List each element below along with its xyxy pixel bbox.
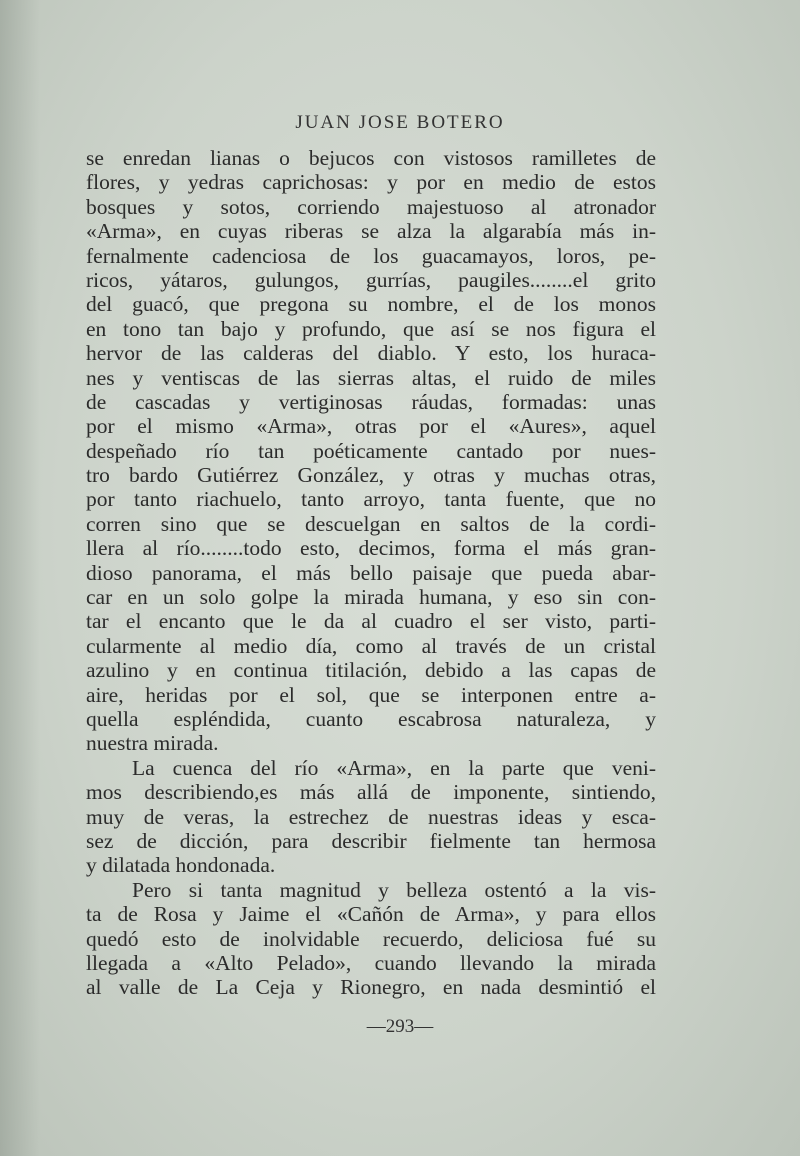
text-line: por tanto riachuelo, tanto arroyo, tanta fuente, que no [86, 487, 656, 512]
text-line: quella espléndida, cuanto escabrosa naturaleza, y [86, 706, 656, 731]
text-line: al valle de La Ceja y Rionegro, en nada desmintió el [86, 975, 656, 1000]
text-line: fernalmente cadenciosa de los guacamayos, loros, pe- [86, 243, 656, 268]
text-line: llera al río........todo esto, decimos, forma el más gran- [86, 536, 656, 561]
text-line: corren sino que se descuelgan en saltos de la cordi- [86, 511, 656, 536]
text-line: del guacó, que pregona su nombre, el de los monos [86, 292, 656, 317]
text-line: cularmente al medio día, como al través de un cristal [86, 633, 656, 658]
text-line: azulino y en continua titilación, debido a las capas de [86, 658, 656, 683]
text-line: La cuenca del río «Arma», en la parte que veni- [132, 755, 656, 780]
body-text [86, 146, 656, 1000]
text-line: mos describiendo,es más allá de imponente, sintiendo, [86, 780, 656, 805]
text-line: tar el encanto que le da al cuadro el ser visto, parti- [86, 609, 656, 634]
text-line: muy de veras, la estrechez de nuestras ideas y esca- [86, 804, 656, 829]
text-line: ta de Rosa y Jaime el «Cañón de Arma», y para ellos [86, 902, 656, 927]
text-line: Pero si tanta magnitud y belleza ostentó a la vis- [132, 877, 656, 902]
text-line: por el mismo «Arma», otras por el «Aures», aquel [86, 414, 656, 439]
text-line: «Arma», en cuyas riberas se alza la algarabía más in- [86, 219, 656, 244]
page-number: —293— [366, 1016, 434, 1037]
text-line: hervor de las calderas del diablo. Y esto, los huraca- [86, 341, 656, 366]
text-line: nuestra mirada. [86, 731, 219, 756]
page-gutter-shadow [0, 0, 40, 1156]
text-line: sez de dicción, para describir fielmente tan hermosa [86, 828, 656, 853]
text-line: car en un solo golpe la mirada humana, y eso sin con- [86, 585, 656, 610]
text-line: y dilatada hondonada. [86, 853, 276, 878]
running-head: JUAN JOSE BOTERO [295, 112, 505, 133]
text-line: nes y ventiscas de las sierras altas, el ruido de miles [86, 365, 656, 390]
text-line: de cascadas y vertiginosas ráudas, formadas: unas [86, 389, 656, 414]
text-line: tro bardo Gutiérrez González, y otras y muchas otras, [86, 463, 656, 488]
text-line: en tono tan bajo y profundo, que así se nos figura el [86, 316, 656, 341]
text-line: dioso panorama, el más bello paisaje que pueda abar- [86, 560, 656, 585]
text-line: flores, y yedras caprichosas: y por en medio de estos [86, 170, 656, 195]
text-line: llegada a «Alto Pelado», cuando llevando la mirada [86, 950, 656, 975]
text-line: ricos, yátaros, gulungos, gurrías, paugiles........el grito [86, 267, 656, 292]
text-line: despeñado río tan poéticamente cantado por nues- [86, 438, 656, 463]
text-line: quedó esto de inolvidable recuerdo, deliciosa fué su [86, 926, 656, 951]
text-line: aire, heridas por el sol, que se interponen entre a- [86, 682, 656, 707]
text-line: se enredan lianas o bejucos con vistosos ramilletes de [86, 146, 656, 170]
text-line: bosques y sotos, corriendo majestuoso al atronador [86, 194, 656, 219]
